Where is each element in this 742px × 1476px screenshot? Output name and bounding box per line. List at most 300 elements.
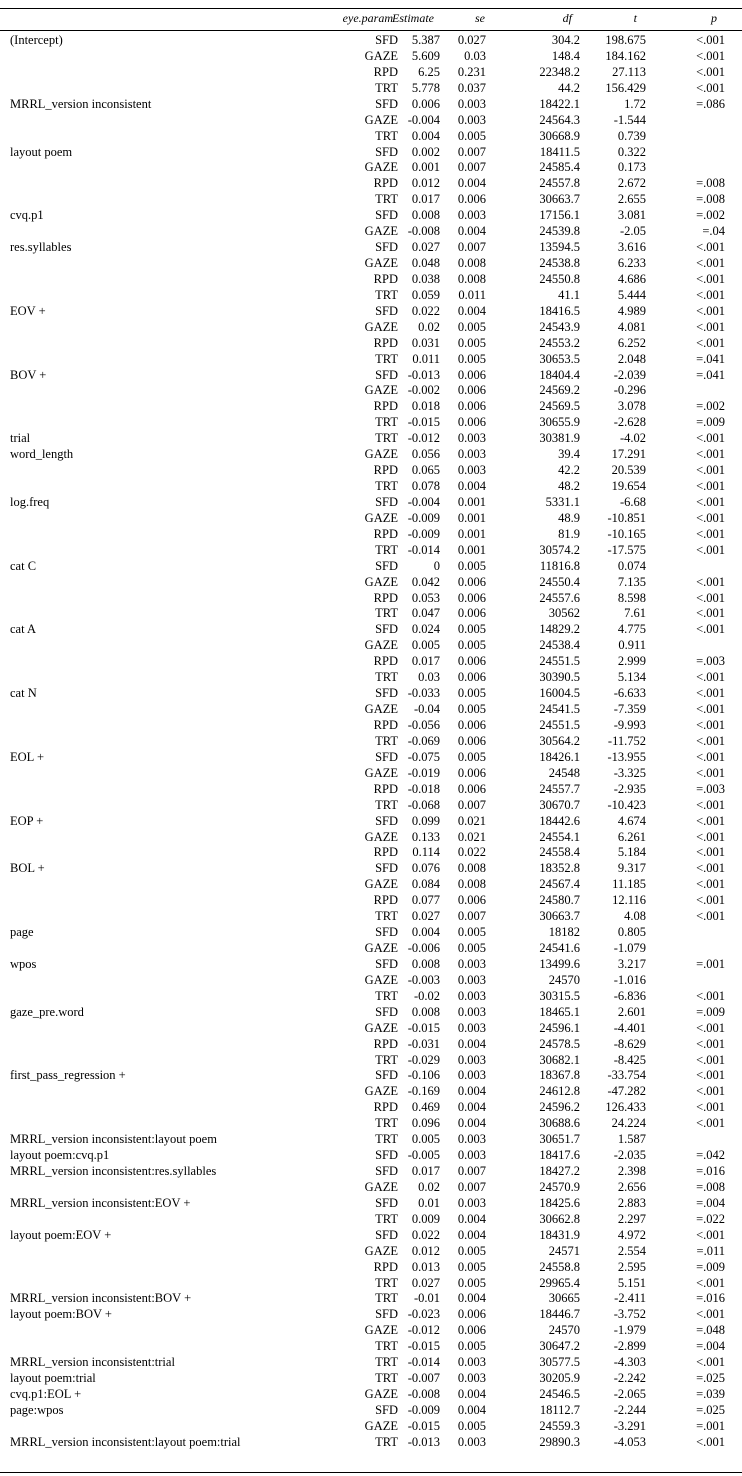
cell-t: -1.016 — [613, 972, 646, 987]
cell-df: 24570 — [548, 1323, 580, 1338]
cell-estimate: 0.099 — [411, 813, 440, 828]
cell-p: =.003 — [696, 654, 725, 669]
cell-df: 18427.2 — [539, 1164, 580, 1179]
cell-estimate: 0.053 — [411, 590, 440, 605]
cell-p: <.001 — [696, 590, 725, 605]
cell-df: 18112.7 — [539, 1402, 580, 1417]
cell-df: 24557.6 — [539, 590, 580, 605]
cell-term: MRRL_version inconsistent — [10, 96, 152, 111]
cell-term: trial — [10, 431, 31, 446]
cell-eye-param: SFD — [375, 240, 398, 255]
cell-se: 0.006 — [457, 574, 486, 589]
cell-t: 17.291 — [611, 447, 646, 462]
cell-t: -4.303 — [613, 1355, 646, 1370]
cell-eye-param: TRT — [375, 909, 398, 924]
table-row — [0, 191, 742, 207]
cell-estimate: 0.038 — [411, 271, 440, 286]
cell-df: 24551.5 — [539, 654, 580, 669]
cell-eye-param: SFD — [375, 33, 398, 47]
cell-eye-param: TRT — [375, 128, 398, 143]
cell-se: 0.005 — [457, 319, 486, 334]
cell-df: 24546.5 — [539, 1387, 580, 1402]
cell-estimate: 0.008 — [411, 1004, 440, 1019]
table-row — [0, 414, 742, 430]
cell-estimate: 0.027 — [411, 240, 440, 255]
cell-p: =.025 — [696, 1402, 725, 1417]
cell-se: 0.004 — [457, 1211, 486, 1226]
table-row — [0, 701, 742, 717]
cell-t: 2.655 — [617, 192, 646, 207]
cell-p: <.001 — [696, 463, 725, 478]
cell-df: 30653.5 — [539, 351, 580, 366]
cell-p: =.002 — [696, 208, 725, 223]
table-row — [0, 239, 742, 255]
cell-se: 0.037 — [457, 80, 486, 95]
cell-eye-param: RPD — [373, 781, 398, 796]
cell-se: 0.006 — [457, 654, 486, 669]
cell-estimate: -0.013 — [407, 367, 440, 382]
table-row — [0, 1083, 742, 1099]
cell-term: gaze_pre.word — [10, 1004, 84, 1019]
cell-se: 0.004 — [457, 176, 486, 191]
cell-eye-param: GAZE — [364, 112, 398, 127]
cell-t: 5.151 — [617, 1275, 646, 1290]
cell-term: cat C — [10, 558, 37, 573]
cell-se: 0.005 — [457, 1339, 486, 1354]
cell-se: 0.005 — [457, 351, 486, 366]
table-row — [0, 1020, 742, 1036]
cell-t: 5.444 — [617, 287, 646, 302]
cell-df: 24596.2 — [539, 1100, 580, 1115]
cell-se: 0.004 — [457, 1036, 486, 1051]
cell-eye-param: GAZE — [364, 574, 398, 589]
cell-t: -1.544 — [613, 112, 646, 127]
table-row — [0, 319, 742, 335]
cell-t: -4.053 — [613, 1434, 646, 1449]
cell-eye-param: SFD — [375, 1148, 398, 1163]
cell-t: 0.173 — [617, 160, 646, 175]
cell-se: 0.003 — [457, 1195, 486, 1210]
cell-eye-param: SFD — [375, 303, 398, 318]
table-row — [0, 398, 742, 414]
cell-eye-param: RPD — [373, 893, 398, 908]
cell-t: 4.775 — [617, 622, 646, 637]
cell-df: 30688.6 — [539, 1116, 580, 1131]
cell-df: 18465.1 — [539, 1004, 580, 1019]
cell-p: =.001 — [696, 956, 725, 971]
cell-eye-param: RPD — [373, 176, 398, 191]
cell-p: <.001 — [696, 542, 725, 557]
table-row — [0, 1434, 742, 1450]
cell-t: -13.955 — [607, 749, 646, 764]
cell-se: 0.027 — [457, 33, 486, 47]
cell-df: 30381.9 — [539, 431, 580, 446]
cell-term: cvq.p1 — [10, 208, 44, 223]
cell-p: <.001 — [696, 845, 725, 860]
table-row — [0, 844, 742, 860]
cell-se: 0.004 — [457, 1291, 486, 1306]
cell-se: 0.004 — [457, 1387, 486, 1402]
cell-se: 0.004 — [457, 1402, 486, 1417]
cell-estimate: 0.065 — [411, 463, 440, 478]
table-row — [0, 446, 742, 462]
cell-eye-param: TRT — [375, 351, 398, 366]
table-row — [0, 558, 742, 574]
cell-t: 4.972 — [617, 1227, 646, 1242]
cell-se: 0.005 — [457, 1418, 486, 1433]
cell-se: 0.007 — [457, 240, 486, 255]
cell-eye-param: SFD — [375, 96, 398, 111]
cell-t: 4.081 — [617, 319, 646, 334]
cell-eye-param: GAZE — [364, 1323, 398, 1338]
cell-df: 30655.9 — [539, 415, 580, 430]
cell-df: 22348.2 — [539, 64, 580, 79]
cell-estimate: 0.001 — [411, 160, 440, 175]
cell-eye-param: SFD — [375, 1164, 398, 1179]
cell-eye-param: SFD — [375, 367, 398, 382]
cell-estimate: -0.006 — [407, 941, 440, 955]
cell-eye-param: TRT — [375, 542, 398, 557]
table-row — [0, 1147, 742, 1163]
cell-estimate: 0.056 — [411, 447, 440, 462]
cell-t: 0.805 — [617, 925, 646, 940]
cell-eye-param: TRT — [375, 192, 398, 207]
cell-t: 4.686 — [617, 271, 646, 286]
table-row — [0, 1004, 742, 1020]
cell-term: MRRL_version inconsistent:layout poem — [10, 1132, 217, 1147]
cell-p: <.001 — [696, 574, 725, 589]
table-row — [0, 1052, 742, 1068]
cell-p: <.001 — [696, 877, 725, 892]
cell-eye-param: RPD — [373, 590, 398, 605]
cell-eye-param: TRT — [375, 1434, 398, 1449]
cell-eye-param: SFD — [375, 1195, 398, 1210]
cell-se: 0.006 — [457, 717, 486, 732]
cell-p: <.001 — [696, 893, 725, 908]
cell-df: 29965.4 — [539, 1275, 580, 1290]
cell-se: 0.006 — [457, 590, 486, 605]
table-row — [0, 669, 742, 685]
cell-p: <.001 — [696, 1434, 725, 1449]
cell-estimate: 0.004 — [411, 925, 440, 940]
cell-term: log.freq — [10, 494, 50, 509]
cell-df: 24578.5 — [539, 1036, 580, 1051]
cell-eye-param: RPD — [373, 845, 398, 860]
cell-df: 11816.8 — [539, 558, 580, 573]
cell-p: <.001 — [696, 1116, 725, 1131]
cell-df: 18411.5 — [539, 144, 580, 159]
cell-se: 0.003 — [457, 1371, 486, 1386]
cell-df: 304.2 — [551, 33, 580, 47]
cell-eye-param: GAZE — [364, 160, 398, 175]
cell-p: <.001 — [696, 1084, 725, 1099]
cell-p: =.001 — [696, 1418, 725, 1433]
cell-eye-param: SFD — [375, 686, 398, 701]
cell-t: -4.02 — [619, 431, 646, 446]
cell-t: 24.224 — [611, 1116, 646, 1131]
cell-p: <.001 — [696, 1227, 725, 1242]
cell-t: 0.074 — [617, 558, 646, 573]
cell-t: 20.539 — [611, 463, 646, 478]
cell-t: 8.598 — [617, 590, 646, 605]
cell-estimate: -0.015 — [407, 1339, 440, 1354]
cell-df: 18182 — [548, 925, 580, 940]
cell-eye-param: TRT — [375, 1371, 398, 1386]
cell-estimate: 0.008 — [411, 208, 440, 223]
cell-estimate: -0.015 — [407, 1020, 440, 1035]
cell-df: 24596.1 — [539, 1020, 580, 1035]
cell-p: <.001 — [696, 749, 725, 764]
table-row — [0, 813, 742, 829]
cell-t: -2.05 — [619, 224, 646, 239]
cell-p: =.022 — [696, 1211, 725, 1226]
cell-df: 24569.2 — [539, 383, 580, 398]
cell-se: 0.003 — [457, 972, 486, 987]
cell-t: -10.423 — [607, 797, 646, 812]
cell-df: 148.4 — [551, 48, 580, 63]
cell-df: 18416.5 — [539, 303, 580, 318]
cell-p: <.001 — [696, 1100, 725, 1115]
table-row — [0, 621, 742, 637]
cell-df: 30682.1 — [539, 1052, 580, 1067]
cell-df: 24554.1 — [539, 829, 580, 844]
cell-df: 18352.8 — [539, 861, 580, 876]
cell-eye-param: TRT — [375, 1339, 398, 1354]
table-row — [0, 223, 742, 239]
cell-t: 4.674 — [617, 813, 646, 828]
cell-p: <.001 — [696, 606, 725, 621]
cell-estimate: 6.25 — [418, 64, 440, 79]
header-estimate: Estimate — [392, 11, 434, 25]
cell-p: <.001 — [696, 797, 725, 812]
table-row — [0, 1290, 742, 1306]
cell-df: 30663.7 — [539, 909, 580, 924]
cell-t: 3.616 — [617, 240, 646, 255]
cell-se: 0.003 — [457, 1068, 486, 1083]
cell-df: 18442.6 — [539, 813, 580, 828]
cell-df: 18417.6 — [539, 1148, 580, 1163]
cell-t: -1.079 — [613, 941, 646, 955]
cell-se: 0.007 — [457, 909, 486, 924]
table-row — [0, 653, 742, 669]
cell-se: 0.007 — [457, 1179, 486, 1194]
cell-estimate: 0.031 — [411, 335, 440, 350]
cell-eye-param: GAZE — [364, 1387, 398, 1402]
cell-t: 2.048 — [617, 351, 646, 366]
cell-t: -1.979 — [613, 1323, 646, 1338]
table-row — [0, 972, 742, 988]
cell-estimate: -0.008 — [407, 1387, 440, 1402]
cell-eye-param: RPD — [373, 399, 398, 414]
table-row — [0, 255, 742, 271]
cell-p: =.041 — [696, 351, 725, 366]
cell-eye-param: TRT — [375, 1291, 398, 1306]
cell-t: -2.411 — [614, 1291, 646, 1306]
cell-t: 5.134 — [617, 670, 646, 685]
table-row — [0, 335, 742, 351]
cell-t: 3.078 — [617, 399, 646, 414]
cell-t: -10.165 — [607, 526, 646, 541]
cell-t: -4.401 — [613, 1020, 646, 1035]
cell-df: 24612.8 — [539, 1084, 580, 1099]
table-row — [0, 287, 742, 303]
cell-p: <.001 — [696, 431, 725, 446]
cell-se: 0.007 — [457, 797, 486, 812]
table-row — [0, 112, 742, 128]
cell-t: 2.398 — [617, 1164, 646, 1179]
table-row — [0, 64, 742, 80]
cell-df: 18404.4 — [539, 367, 580, 382]
cell-eye-param: GAZE — [364, 638, 398, 653]
cell-df: 29890.3 — [539, 1434, 580, 1449]
cell-se: 0.022 — [457, 845, 486, 860]
cell-p: <.001 — [696, 861, 725, 876]
cell-se: 0.006 — [457, 733, 486, 748]
cell-t: -11.752 — [607, 733, 646, 748]
cell-se: 0.006 — [457, 1323, 486, 1338]
cell-p: <.001 — [696, 1275, 725, 1290]
table-row — [0, 605, 742, 621]
table-row — [0, 1354, 742, 1370]
cell-p: <.001 — [696, 64, 725, 79]
cell-p: <.001 — [696, 1052, 725, 1067]
table-row — [0, 1386, 742, 1402]
cell-term: layout poem:EOV + — [10, 1227, 112, 1242]
table-row — [0, 462, 742, 478]
cell-eye-param: GAZE — [364, 1243, 398, 1258]
cell-eye-param: RPD — [373, 271, 398, 286]
cell-p: <.001 — [696, 319, 725, 334]
cell-eye-param: TRT — [375, 80, 398, 95]
cell-p: <.001 — [696, 303, 725, 318]
cell-p: <.001 — [696, 287, 725, 302]
cell-se: 0.005 — [457, 622, 486, 637]
cell-t: -8.629 — [613, 1036, 646, 1051]
cell-se: 0.005 — [457, 702, 486, 717]
cell-t: 19.654 — [611, 479, 646, 494]
cell-t: 2.297 — [617, 1211, 646, 1226]
cell-t: -2.899 — [613, 1339, 646, 1354]
cell-se: 0.003 — [457, 956, 486, 971]
cell-estimate: 0.022 — [411, 303, 440, 318]
cell-t: 6.252 — [617, 335, 646, 350]
cell-df: 13594.5 — [539, 240, 580, 255]
cell-eye-param: RPD — [373, 1259, 398, 1274]
cell-df: 30670.7 — [539, 797, 580, 812]
cell-p: =.086 — [696, 96, 725, 111]
cell-estimate: 0.011 — [412, 351, 440, 366]
cell-se: 0.008 — [457, 861, 486, 876]
cell-t: 184.162 — [605, 48, 646, 63]
cell-p: <.001 — [696, 447, 725, 462]
cell-se: 0.021 — [457, 829, 486, 844]
cell-p: =.041 — [696, 367, 725, 382]
cell-se: 0.005 — [457, 1275, 486, 1290]
cell-se: 0.007 — [457, 160, 486, 175]
cell-t: -3.752 — [613, 1307, 646, 1322]
cell-df: 24538.8 — [539, 256, 580, 271]
cell-estimate: -0.075 — [407, 749, 440, 764]
cell-df: 30647.2 — [539, 1339, 580, 1354]
cell-t: 3.217 — [617, 956, 646, 971]
cell-estimate: 5.387 — [411, 33, 440, 47]
table-row — [0, 207, 742, 223]
cell-t: 2.656 — [617, 1179, 646, 1194]
cell-df: 24541.5 — [539, 702, 580, 717]
cell-se: 0.004 — [457, 1084, 486, 1099]
cell-se: 0.001 — [457, 494, 486, 509]
cell-se: 0.007 — [457, 144, 486, 159]
cell-t: 4.989 — [617, 303, 646, 318]
cell-se: 0.003 — [457, 431, 486, 446]
cell-estimate: 0.133 — [411, 829, 440, 844]
cell-t: -6.68 — [619, 494, 646, 509]
cell-p: <.001 — [696, 335, 725, 350]
cell-t: 2.672 — [617, 176, 646, 191]
header-p: p — [711, 11, 717, 25]
cell-se: 0.001 — [457, 542, 486, 557]
cell-se: 0.008 — [457, 271, 486, 286]
cell-p: =.008 — [696, 1179, 725, 1194]
table-header-rule — [0, 30, 742, 31]
cell-p: <.001 — [696, 526, 725, 541]
cell-eye-param: GAZE — [364, 765, 398, 780]
table-row — [0, 1131, 742, 1147]
cell-df: 17156.1 — [539, 208, 580, 223]
cell-term: layout poem:cvq.p1 — [10, 1148, 110, 1163]
cell-eye-param: RPD — [373, 335, 398, 350]
table-row — [0, 988, 742, 1004]
cell-p: <.001 — [696, 988, 725, 1003]
cell-t: -8.425 — [613, 1052, 646, 1067]
cell-estimate: -0.019 — [407, 765, 440, 780]
cell-term: MRRL_version inconsistent:trial — [10, 1355, 175, 1370]
cell-t: -6.633 — [613, 686, 646, 701]
cell-se: 0.006 — [457, 765, 486, 780]
cell-estimate: 0.009 — [411, 1211, 440, 1226]
cell-estimate: -0.009 — [407, 526, 440, 541]
cell-se: 0.001 — [457, 526, 486, 541]
cell-df: 30668.9 — [539, 128, 580, 143]
cell-se: 0.005 — [457, 686, 486, 701]
cell-estimate: 0.017 — [411, 654, 440, 669]
cell-estimate: 0.024 — [411, 622, 440, 637]
table-row — [0, 1227, 742, 1243]
cell-df: 18426.1 — [539, 749, 580, 764]
cell-se: 0.003 — [457, 1004, 486, 1019]
cell-p: =.009 — [696, 415, 725, 430]
cell-df: 30577.5 — [539, 1355, 580, 1370]
cell-t: 9.317 — [617, 861, 646, 876]
cell-df: 30574.2 — [539, 542, 580, 557]
cell-df: 16004.5 — [539, 686, 580, 701]
cell-se: 0.003 — [457, 447, 486, 462]
cell-p: <.001 — [696, 510, 725, 525]
cell-se: 0.003 — [457, 1148, 486, 1163]
cell-estimate: 0.02 — [418, 1179, 440, 1194]
cell-p: <.001 — [696, 240, 725, 255]
cell-df: 30663.7 — [539, 192, 580, 207]
cell-p: <.001 — [696, 670, 725, 685]
cell-t: -47.282 — [607, 1084, 646, 1099]
table-row — [0, 1163, 742, 1179]
cell-term: cat A — [10, 622, 37, 637]
cell-estimate: 0.048 — [411, 256, 440, 271]
table-row — [0, 781, 742, 797]
cell-df: 24557.7 — [539, 781, 580, 796]
cell-term: BOL + — [10, 861, 45, 876]
table-row — [0, 797, 742, 813]
